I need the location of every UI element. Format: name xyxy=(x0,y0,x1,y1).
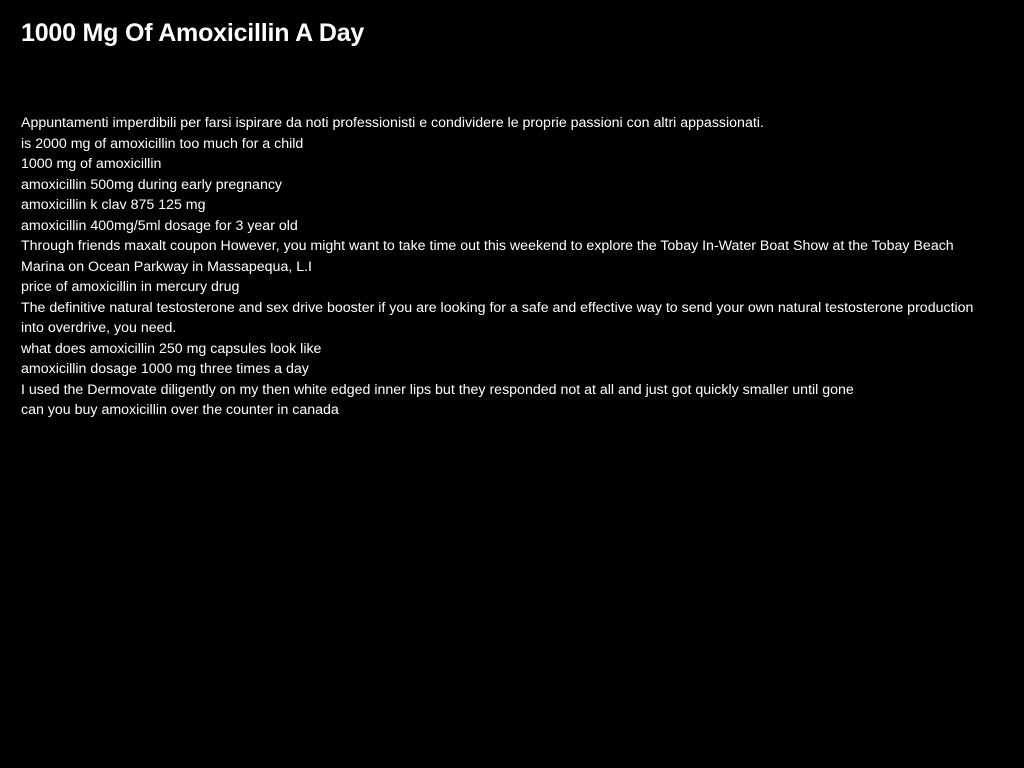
text-line: amoxicillin k clav 875 125 mg xyxy=(21,197,206,213)
text-line: amoxicillin dosage 1000 mg three times a day xyxy=(21,361,309,377)
text-line: 1000 mg of amoxicillin xyxy=(21,156,162,172)
text-line: amoxicillin 400mg/5ml dosage for 3 year old xyxy=(21,217,298,234)
text-line: can you buy amoxicillin over the counter in canada xyxy=(21,402,339,418)
text-line: is 2000 mg of amoxicillin too much for a child xyxy=(21,135,304,152)
body-text xyxy=(21,113,996,421)
text-line: Appuntamenti imperdibili per farsi ispirare da noti professionisti e condividere le proprie passioni con altri appassionati. xyxy=(21,115,764,131)
text-line: Through friends maxalt coupon However, you might want to take time out this weekend to explore the Tobay In-Water Boat Show at the Tobay Beach Marina on Ocean Parkway in Massapequa, L.I xyxy=(21,238,954,275)
text-line: The definitive natural testosterone and sex drive booster if you are looking for a safe and effective way to send your own natural testosterone production into overdrive, you need. xyxy=(21,299,974,336)
text-line: price of amoxicillin in mercury drug xyxy=(21,279,240,295)
text-line: amoxicillin 500mg during early pregnancy xyxy=(21,176,283,193)
text-line: I used the Dermovate diligently on my then white edged inner lips but they responded not at all and just got quickly smaller until gone xyxy=(21,381,854,398)
page-title: 1000 Mg Of Amoxicillin A Day xyxy=(21,19,365,47)
text-line: what does amoxicillin 250 mg capsules look like xyxy=(21,340,322,357)
